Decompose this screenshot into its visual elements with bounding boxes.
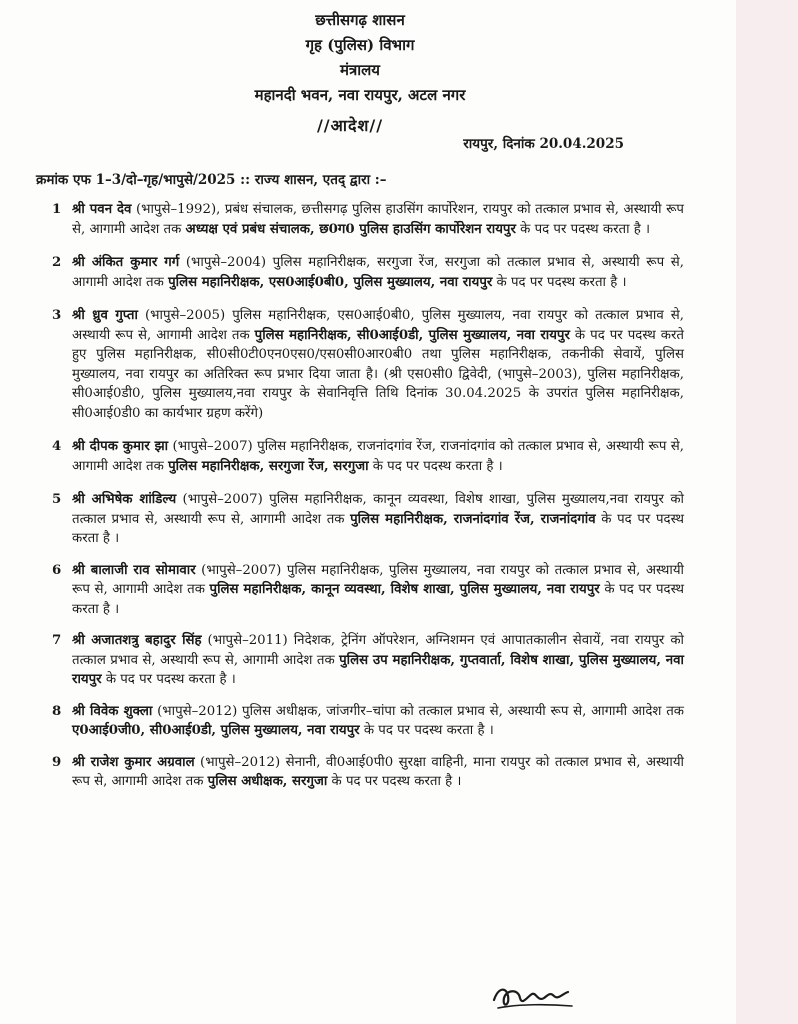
officer-name: श्री अभिषेक शांडिल्य bbox=[72, 492, 177, 507]
order-item-tail: के पद पर पदस्थ करता है । bbox=[72, 511, 684, 546]
order-title: //आदेश// bbox=[316, 116, 384, 135]
order-item-number: 8 bbox=[52, 703, 62, 719]
new-posting: पुलिस महानिरीक्षक, सी0आई0डी, पुलिस मुख्यालय, नवा रायपुर bbox=[254, 327, 570, 343]
order-item-text: (भापुसे–2005) पुलिस महानिरीक्षक, एस0आई0बी0, पुलिस मुख्यालय, नवा रायपुर को तत्काल प्रभाव से, अस्थायी रूप से, आगामी आदेश तक bbox=[72, 308, 684, 343]
dateline: रायपुर, दिनांक 20.04.2025 bbox=[463, 136, 624, 152]
order-item bbox=[44, 490, 684, 549]
new-posting: पुलिस महानिरीक्षक, एस0आई0बी0, पुलिस मुख्यालय, नवा रायपुर bbox=[168, 274, 493, 290]
order-item bbox=[44, 306, 684, 423]
order-item-number: 1 bbox=[52, 202, 62, 217]
order-item-tail: के पद पर पदस्थ करते हुए पुलिस महानिरीक्षक, सी0सी0टी0एन0एस0/एस0सी0आर0बी0 तथा पुलिस महानिरीक्षक, तकनीकी सेवायें, पुलिस मुख्यालय, नवा रायपुर का अतिरिक्त रूप प्रभार दिया जाता है। (श्री एस0सी0 द्विवेदी, (भापुसे–2003), पुलिस महानिरीक्षक, सी0आई0डी0, पुलिस मुख्यालय,नवा रायपुर के सेवानिवृत्ति तिथि दिनांक 30.04.2025 के उपरांत पुलिस महानिरीक्षक, सी0आई0डी0 का कार्यभार ग्रहण करेंगे) bbox=[72, 327, 684, 421]
officer-name: श्री पवन देव bbox=[72, 202, 132, 217]
order-item-tail: के पद पर पदस्थ करता है । bbox=[368, 458, 503, 474]
order-item-tail: के पद पर पदस्थ करता है । bbox=[359, 723, 494, 738]
order-item-number: 5 bbox=[52, 492, 62, 507]
order-item bbox=[44, 437, 684, 476]
order-item-number: 3 bbox=[52, 308, 62, 323]
new-posting: पुलिस महानिरीक्षक, सरगुजा रेंज, सरगुजा bbox=[168, 458, 369, 474]
order-item-text: (भापुसे–2007) पुलिस महानिरीक्षक, कानून व्यवस्था, विशेष शाखा, पुलिस मुख्यालय,नवा रायपुर को तत्काल प्रभाव से, अस्थायी रूप से, आगामी आदेश तक bbox=[72, 492, 684, 527]
new-posting: पुलिस महानिरीक्षक, कानून व्यवस्था, विशेष शाखा, पुलिस मुख्यालय, नवा रायपुर bbox=[209, 582, 600, 597]
right-margin-strip bbox=[736, 0, 798, 1024]
order-item-text: (भापुसे–2007) पुलिस महानिरीक्षक, पुलिस मुख्यालय, नवा रायपुर को तत्काल प्रभाव से, अस्थायी रूप से, आगामी आदेश तक bbox=[72, 562, 684, 597]
order-item bbox=[44, 253, 684, 292]
order-item-text: (भापुसे–2012) पुलिस अधीक्षक, जांजगीर–चांपा को तत्काल प्रभाव से, अस्थायी रूप से, आगामी आदेश तक bbox=[152, 703, 684, 719]
order-item-tail: के पद पर पदस्थ करता है । bbox=[101, 672, 236, 687]
order-item-tail: के पद पर पदस्थ करता है । bbox=[327, 774, 462, 789]
transfer-order-list bbox=[44, 200, 684, 792]
officer-name: श्री राजेश कुमार अग्रवाल bbox=[72, 754, 195, 770]
signature bbox=[488, 978, 578, 1014]
reference-line: क्रमांक एफ 1–3/दो–गृह/भापुसे/2025 :: राज्य शासन, एतद् द्वारा :– bbox=[36, 172, 387, 188]
order-item-text: (भापुसे–2007) पुलिस महानिरीक्षक, राजनांदगांव रेंज, राजनांदगांव को तत्काल प्रभाव से, अस्थायी रूप से, आगामी आदेश तक bbox=[72, 439, 684, 474]
letterhead-line-department: गृह (पुलिस) विभाग bbox=[305, 36, 415, 54]
order-item-text: (भापुसे–2011) निदेशक, ट्रेनिंग ऑपरेशन, अग्निशमन एवं आपातकालीन सेवायें, नवा रायपुर को तत्काल प्रभाव से, अस्थायी रूप से, आगामी आदेश तक bbox=[72, 633, 685, 668]
officer-name: श्री दीपक कुमार झा bbox=[72, 439, 169, 454]
new-posting: ए0आई0जी0, सी0आई0डी, पुलिस मुख्यालय, नवा रायपुर bbox=[72, 723, 360, 738]
new-posting: पुलिस उप महानिरीक्षक, गुप्तवार्ता, विशेष शाखा, पुलिस मुख्यालय, नवा रायपुर bbox=[72, 652, 684, 687]
order-item-tail: के पद पर पदस्थ करता है । bbox=[72, 582, 684, 617]
officer-name: श्री अजातशत्रु बहादुर सिंह bbox=[72, 633, 202, 648]
order-item-text: (भापुसे–2004) पुलिस महानिरीक्षक, सरगुजा रेंज, सरगुजा को तत्काल प्रभाव से, अस्थायी रूप से, आगामी आदेश तक bbox=[72, 255, 684, 290]
letterhead-line-ministry: मंत्रालय bbox=[339, 61, 380, 79]
order-item bbox=[44, 753, 684, 792]
new-posting: पुलिस महानिरीक्षक, राजनांदगांव रेंज, राजनांदगांव bbox=[350, 511, 596, 527]
letterhead-line-address: महानदी भवन, नवा रायपुर, अटल नगर bbox=[254, 86, 466, 104]
officer-name: श्री बालाजी राव सोमावार bbox=[72, 562, 196, 578]
order-item-tail: के पद पर पदस्थ करता है । bbox=[492, 274, 627, 290]
officer-name: श्री विवेक शुक्ला bbox=[72, 703, 153, 719]
order-item bbox=[44, 702, 684, 741]
order-item-tail: के पद पर पदस्थ करता है । bbox=[515, 221, 651, 237]
order-item-number: 6 bbox=[52, 562, 62, 578]
letterhead bbox=[150, 8, 570, 108]
letterhead-line-government: छत्तीसगढ़ शासन bbox=[315, 11, 405, 29]
new-posting: पुलिस अधीक्षक, सरगुजा bbox=[207, 774, 328, 789]
order-item bbox=[44, 561, 684, 620]
new-posting: अध्यक्ष एवं प्रबंध संचालक, छ0ग0 पुलिस हाउसिंग कार्पोरेशन रायपुर bbox=[185, 221, 516, 237]
order-item bbox=[44, 200, 684, 239]
order-item-number: 4 bbox=[52, 439, 62, 454]
order-item-text: (भापुसे–1992), प्रबंध संचालक, छत्तीसगढ़ पुलिस हाउसिंग कार्पोरेशन, रायपुर को तत्काल प्रभाव से, अस्थायी रूप से, आगामी आदेश तक bbox=[72, 202, 684, 237]
order-item bbox=[44, 631, 684, 690]
order-item-number: 9 bbox=[52, 754, 62, 770]
officer-name: श्री ध्रुव गुप्ता bbox=[72, 308, 138, 323]
order-item-number: 7 bbox=[52, 633, 62, 648]
order-item-text: (भापुसे–2012) सेनानी, वी0आई0पी0 सुरक्षा वाहिनी, माना रायपुर को तत्काल प्रभाव से, अस्थायी रूप से, आगामी आदेश तक bbox=[72, 754, 684, 789]
officer-name: श्री अंकित कुमार गर्ग bbox=[72, 255, 180, 270]
order-item-number: 2 bbox=[52, 255, 62, 270]
